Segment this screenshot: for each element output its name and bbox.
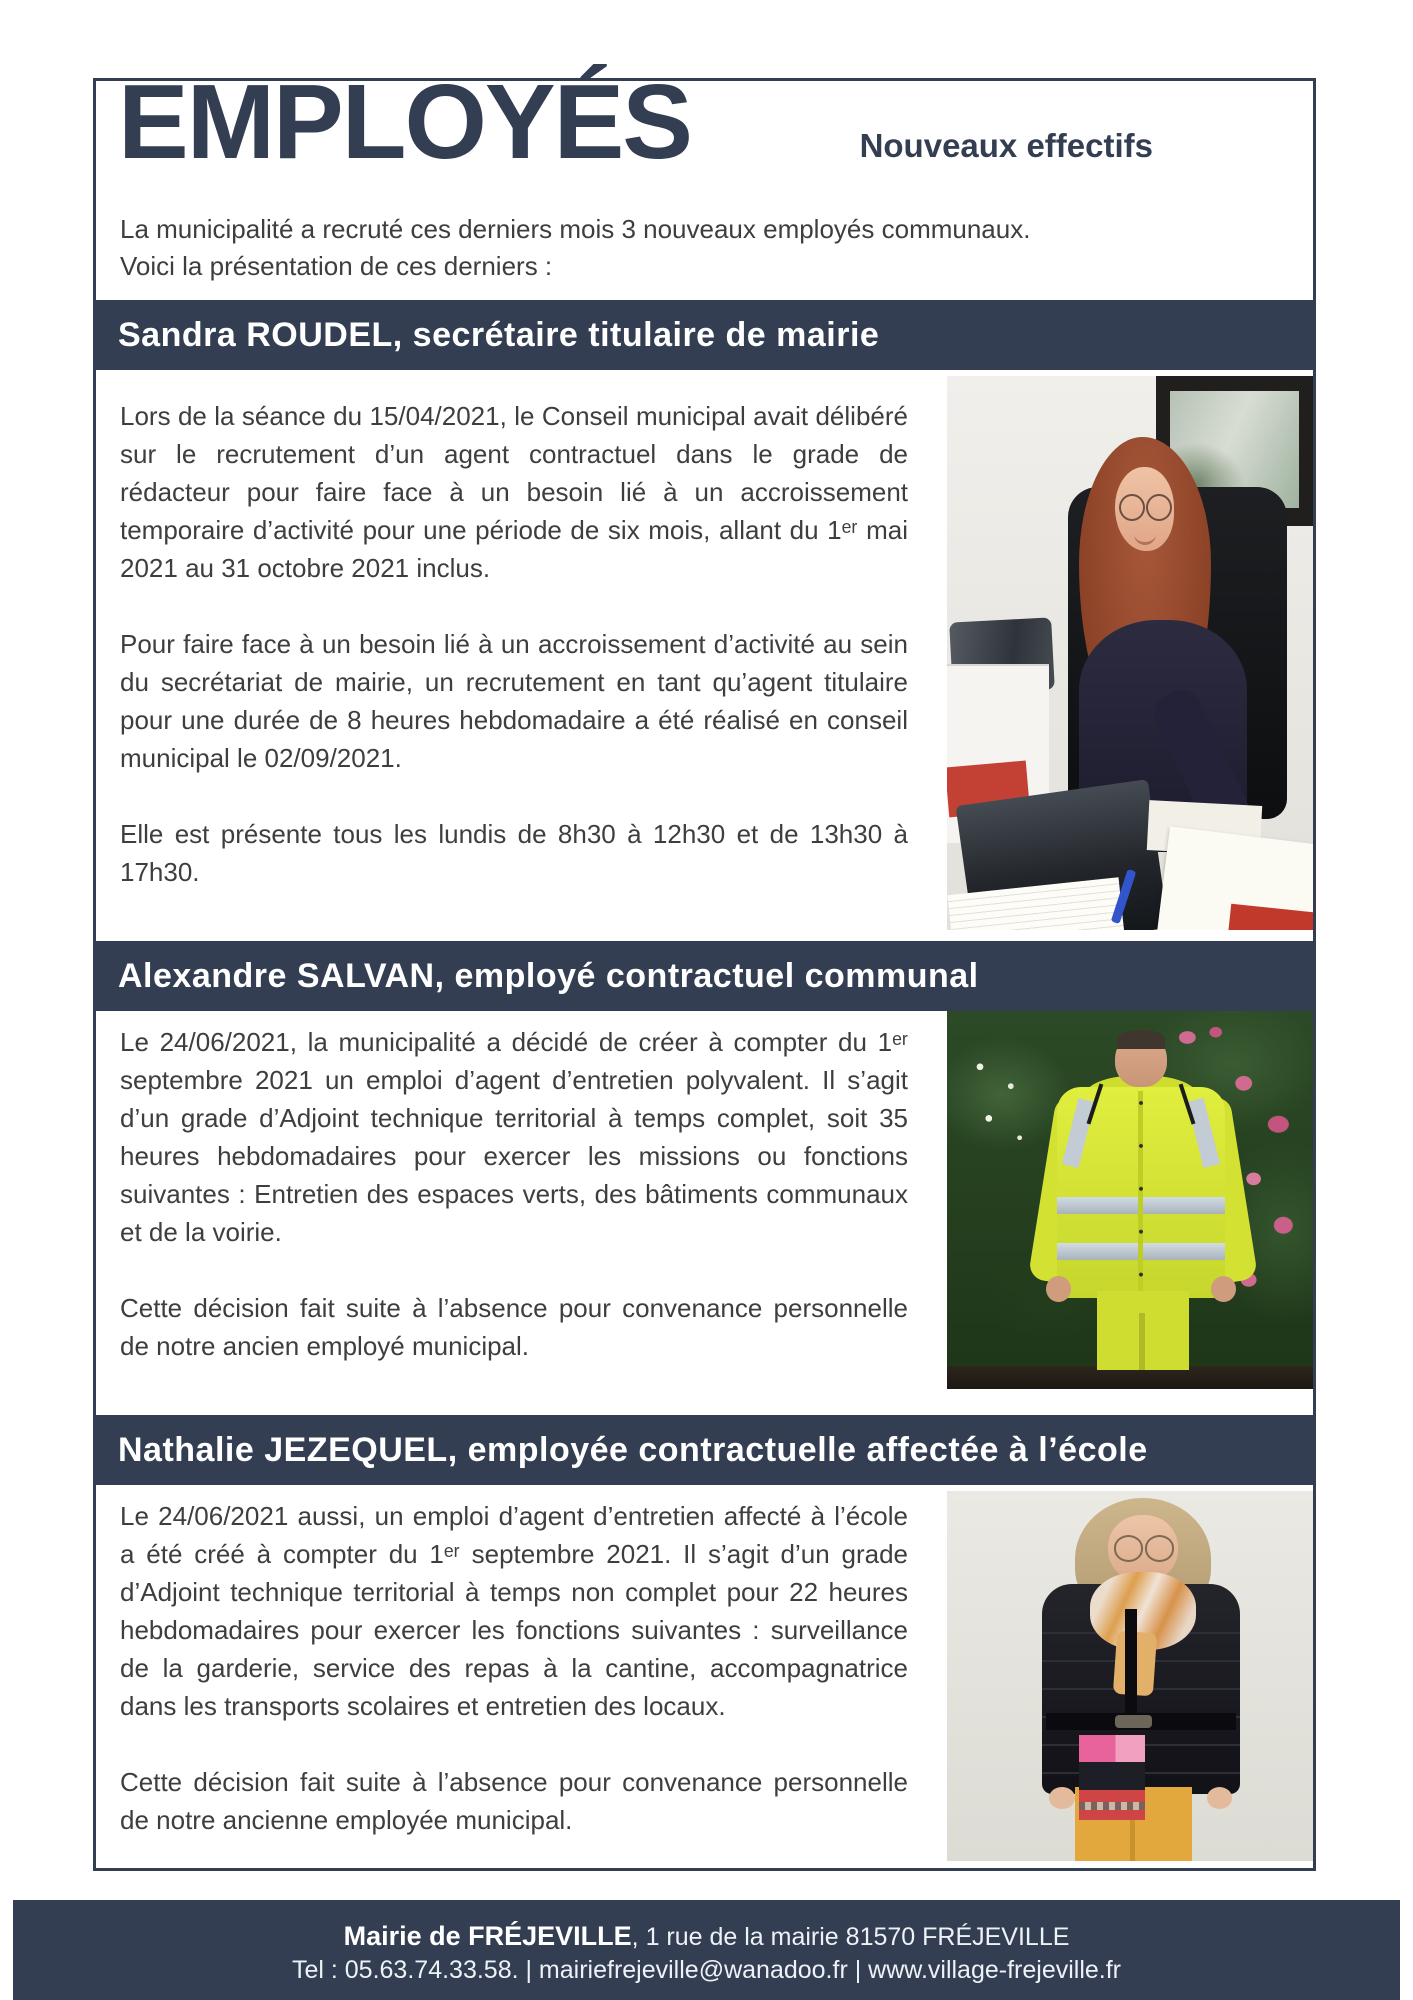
footer-org-name: Mairie de FRÉJEVILLE <box>343 1921 632 1951</box>
hivis-pants-seam <box>1139 1313 1144 1370</box>
intro-line-2: Voici la présentation de ces derniers : <box>120 251 553 281</box>
reflective-stripe <box>1187 1098 1220 1168</box>
belt-buckle <box>1115 1715 1152 1728</box>
paragraph: Lors de la séance du 15/04/2021, le Conseil municipal avait délibéré sur le recrutement d’un agent contractuel dans le grade de rédacteur pour faire face à un besoin lié à un accroissement temporaire d’activité pour une période de six mois, allant du 1ᵉʳ mai 2021 au 31 octobre 2021 inclus. <box>120 401 908 583</box>
person-hand <box>1211 1276 1237 1302</box>
section-body-alexandre-salvan <box>120 1023 908 1393</box>
section-heading-band-nathalie-jezequel <box>93 1415 1316 1485</box>
footer-address: , 1 rue de la mairie 81570 FRÉJEVILLE <box>631 1923 1070 1951</box>
paragraph: Pour faire face à un besoin lié à un accroissement d’activité au sein du secrétariat de mairie, un recrutement en tant qu’agent titulaire pour une durée de 8 heures hebdomadaire a été réalisé en conseil municipal le 02/09/2021. <box>120 629 908 773</box>
intro-paragraph <box>120 211 1220 285</box>
white-flowers <box>958 1041 1046 1170</box>
masthead-tagline: Nouveaux effectifs <box>859 127 1153 164</box>
footer-address-line <box>13 1920 1400 1954</box>
bag-pink-pocket <box>1079 1735 1145 1762</box>
section-heading-text: Nathalie JEZEQUEL, employée contractuelle affectée à l’école <box>118 1430 1148 1469</box>
paragraph: Cette décision fait suite à l’absence pour convenance personnelle de notre ancienne employée municipal. <box>120 1767 908 1835</box>
photo-sandra-roudel <box>947 376 1313 930</box>
bag-strap <box>1125 1609 1138 1727</box>
jacket-buttons <box>1137 1095 1145 1290</box>
footer-contact-line: Tel : 05.63.74.33.58. | mairiefrejeville@wanadoo.fr | www.village-frejeville.fr <box>291 1956 1122 1984</box>
paragraph: Cette décision fait suite à l’absence pour convenance personnelle de notre ancien employé municipal. <box>120 1293 908 1361</box>
photo-alexandre-salvan <box>947 1011 1313 1389</box>
bag-dark-pocket <box>1079 1762 1145 1789</box>
person-glasses <box>1114 1535 1144 1561</box>
paragraph: Elle est présente tous les lundis de 8h30 à 12h30 et de 13h30 à 17h30. <box>120 819 908 887</box>
section-body-nathalie-jezequel <box>120 1497 908 1862</box>
intro-line-1: La municipalité a recruté ces derniers mois 3 nouveaux employés communaux. <box>120 214 1031 244</box>
crossbody-bag <box>1079 1735 1145 1820</box>
person-glasses <box>1119 494 1145 521</box>
paragraph: Le 24/06/2021 aussi, un emploi d’agent d’entretien affecté à l’école a été créé à compter du 1ᵉʳ septembre 2021. Il s’agit d’un grade d’Adjoint technique territorial à temps non complet pour 22 heures hebdomadaires pour exercer les fonctions suivantes : surveillance de la garderie, service des repas à la cantine, accompagnatrice dans les transports scolaires et entretien des locaux. <box>120 1501 908 1721</box>
section-heading-text: Alexandre SALVAN, employé contractuel communal <box>118 956 979 995</box>
page-title: EMPLOYÉS <box>118 63 692 181</box>
bag-pattern-band <box>1079 1802 1145 1811</box>
person-smile <box>1134 523 1156 545</box>
section-body-sandra-roudel <box>120 397 908 929</box>
person-hair <box>1117 1030 1165 1049</box>
pink-flowers <box>1159 1011 1240 1064</box>
content-frame <box>93 63 1316 1871</box>
person-glasses <box>1145 1535 1175 1561</box>
photo-nathalie-jezequel <box>947 1491 1313 1861</box>
page-footer <box>13 1900 1400 2000</box>
section-heading-text: Sandra ROUDEL, secrétaire titulaire de mairie <box>118 315 880 354</box>
section-heading-band-alexandre-salvan <box>93 941 1316 1011</box>
section-heading-band-sandra-roudel <box>93 300 1316 370</box>
paragraph: Le 24/06/2021, la municipalité a décidé de créer à compter du 1ᵉʳ septembre 2021 un emploi d’agent d’entretien polyvalent. Il s’agit d’un grade d’Adjoint technique territorial à temps complet, soit 35 heures hebdomadaires pour exercer les missions ou fonctions suivantes : Entretien des espaces verts, des bâtiments communaux et de la voirie. <box>120 1027 908 1247</box>
hivis-jacket <box>1057 1087 1225 1299</box>
